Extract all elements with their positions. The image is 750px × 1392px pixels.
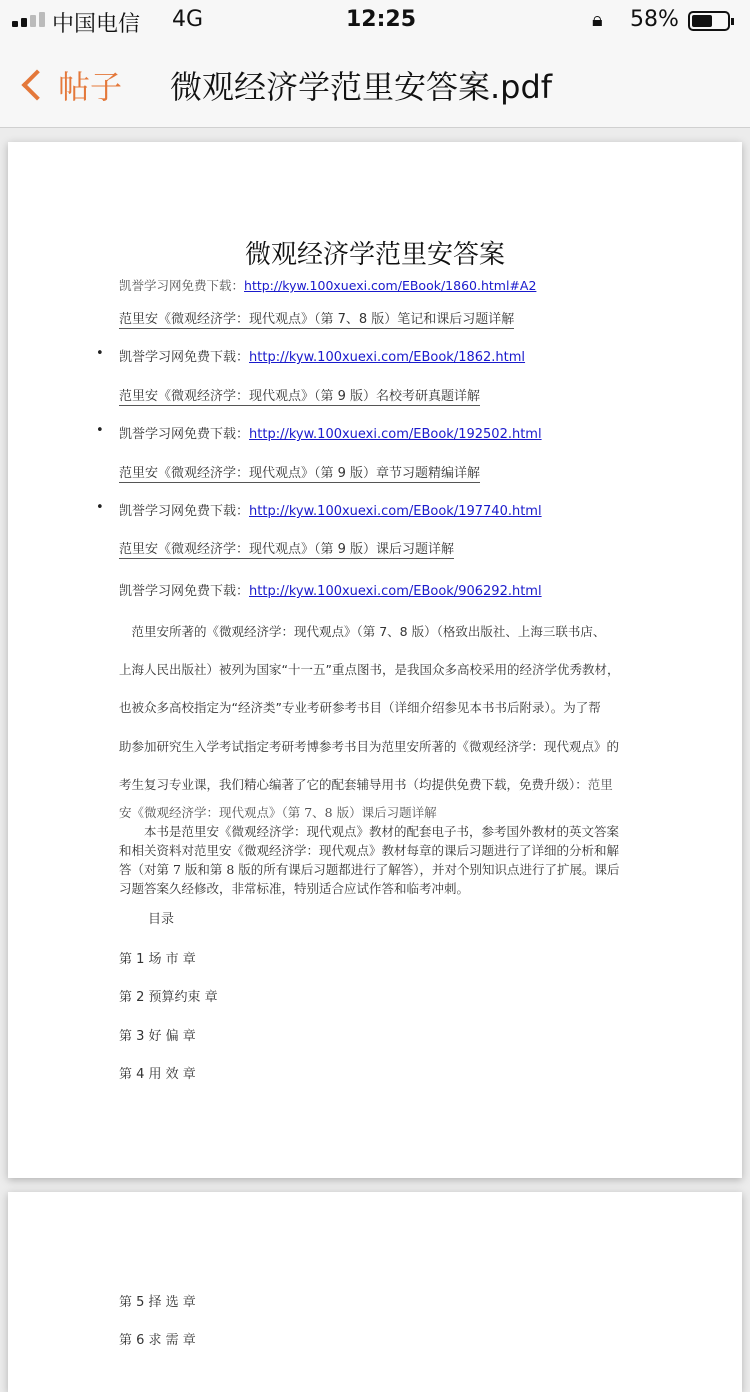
download-label: 凯誉学习网免费下载： bbox=[119, 350, 250, 365]
status-bar bbox=[0, 0, 750, 40]
download-link[interactable]: http://kyw.100xuexi.com/EBook/192502.html bbox=[249, 427, 542, 442]
toc-item[interactable]: 第 3 好 偏 章 bbox=[119, 1029, 196, 1044]
download-label: 凯誉学习网免费下载： bbox=[119, 278, 245, 293]
book-link[interactable]: 范里安《微观经济学：现代观点》（第 9 版）名校考研真题详解 bbox=[119, 389, 481, 404]
toc-item[interactable]: 第 1 场 市 章 bbox=[119, 952, 196, 967]
download-label: 凯誉学习网免费下载： bbox=[119, 584, 250, 599]
download-link[interactable]: http://kyw.100xuexi.com/EBook/197740.html bbox=[249, 504, 542, 519]
book-link[interactable]: 范里安《微观经济学：现代观点》（第 9 版）课后习题详解 bbox=[119, 542, 455, 557]
intro-line: 安《微观经济学：现代观点》（第 7、8 版）课后习题详解 bbox=[119, 805, 437, 820]
download-link[interactable]: http://kyw.100xuexi.com/EBook/1862.html bbox=[249, 350, 526, 365]
download-label: 凯誉学习网免费下载： bbox=[119, 504, 250, 519]
signal-icon bbox=[12, 12, 45, 27]
intro-text: 考生复习专业课，我们精心编著了它的配套辅导用书（均提供免费下载，免费升级）： bbox=[119, 777, 588, 792]
battery-icon bbox=[688, 11, 730, 31]
download-line bbox=[119, 423, 542, 442]
back-button[interactable] bbox=[16, 62, 122, 108]
nav-bar bbox=[0, 40, 750, 128]
download-line bbox=[119, 276, 536, 294]
intro-line: 范里安所著的《微观经济学：现代观点》（第 7、8 版）（格致出版社、上海三联书店、 bbox=[119, 624, 606, 639]
clock: 12:25 bbox=[346, 7, 417, 32]
toc-item[interactable]: 第 5 择 选 章 bbox=[119, 1295, 196, 1310]
toc-item[interactable]: 第 4 用 效 章 bbox=[119, 1067, 196, 1082]
intro-text: 范里 bbox=[587, 777, 613, 792]
toc-item[interactable]: 第 6 求 需 章 bbox=[119, 1333, 196, 1348]
book-link[interactable]: 范里安《微观经济学：现代观点》（第 7、8 版）笔记和课后习题详解 bbox=[119, 312, 515, 327]
toc-item[interactable]: 第 2 预算约束 章 bbox=[119, 990, 218, 1005]
pdf-page-2[interactable] bbox=[8, 1192, 742, 1392]
intro-line: 也被众多高校指定为“经济类”专业考研参考书目（详细介绍参见本书书后附录）。为了帮 bbox=[119, 700, 601, 715]
toc-label: 目录 bbox=[148, 912, 175, 927]
carrier: 中国电信 bbox=[52, 12, 141, 37]
intro-line: 上海人民出版社）被列为国家“十一五”重点图书，是我国众多高校采用的经济学优秀教材， bbox=[119, 662, 620, 677]
doc-title: 微观经济学范里安答案 bbox=[244, 240, 505, 270]
bullet: • bbox=[96, 423, 104, 438]
rotation-lock-icon: 🔒︎ bbox=[592, 7, 603, 31]
network-type: 4G bbox=[172, 7, 204, 32]
download-line bbox=[119, 346, 525, 365]
battery-percent: 58% bbox=[630, 7, 679, 32]
bullet: • bbox=[96, 346, 104, 361]
bullet: • bbox=[96, 500, 104, 515]
download-line bbox=[119, 500, 542, 519]
back-label: 帖子 bbox=[58, 68, 123, 106]
battery-fill bbox=[692, 15, 712, 27]
download-link[interactable]: http://kyw.100xuexi.com/EBook/1860.html#A2 bbox=[244, 278, 537, 293]
download-link[interactable]: http://kyw.100xuexi.com/EBook/906292.html bbox=[249, 584, 542, 599]
description: 本书是范里安《微观经济学：现代观点》教材的配套电子书，参考国外教材的英文答案和相关资料对范里安《微观经济学：现代观点》教材每章的课后习题进行了详细的分析和解答（对第 7 版和第 8 版的所有课后习题都进行了解答），并对个别知识点进行了扩展。课后习题答案久经修改，非常标准，特别适合应试作答和临考冲刺。 bbox=[119, 824, 620, 896]
download-line bbox=[119, 580, 542, 599]
intro-line: 助参加研究生入学考试指定考研考博参考书目为范里安所著的《微观经济学：现代观点》的 bbox=[119, 739, 620, 754]
page-title: 微观经济学范里安答案.pdf bbox=[170, 68, 553, 106]
chevron-left-icon bbox=[21, 69, 52, 100]
book-link[interactable]: 范里安《微观经济学：现代观点》（第 9 版）章节习题精编详解 bbox=[119, 466, 481, 481]
intro-line bbox=[119, 775, 613, 793]
download-label: 凯誉学习网免费下载： bbox=[119, 427, 250, 442]
pdf-page-1[interactable] bbox=[8, 142, 742, 1178]
